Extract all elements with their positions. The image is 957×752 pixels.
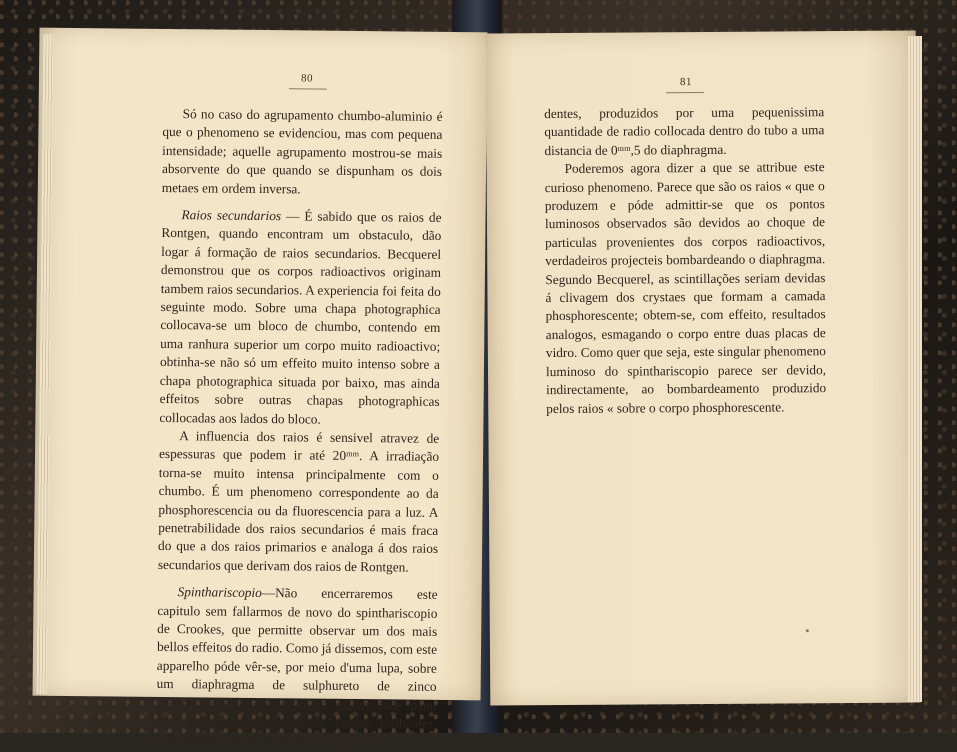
paragraph [156, 583, 438, 752]
paper-speck [806, 629, 809, 632]
page-number-rule-right [666, 92, 704, 93]
paragraph: Só no caso do agrupamento chumbo-aluminio é que o phenomeno se evidenciou, mas com pequena intensidade; aquelle agrupamento mostrou-se mais absorvente do que quando se dispunham os dois metaes em ordem inversa. [161, 106, 443, 197]
paragraph: dentes, produzidos por uma pequenissima quantidade de radio collocada dentro do tubo a uma distancia de 0ᵐᵐ,5 do diaphragma. [544, 104, 825, 158]
heading-dash: — [281, 208, 305, 224]
right-page-text [544, 103, 826, 418]
left-page [33, 28, 488, 749]
section-heading: Raios secundarios [181, 207, 282, 224]
page-number-rule-left [289, 88, 327, 89]
left-page-text [156, 105, 443, 752]
paragraph-body: —Não encerraremos este capitulo sem fallarmos de novo do spinthariscopio de Crookes, que permitte observar um dos mais bellos effeitos do radio. Como já dissemos, com este apparelho póde vêr-se, por meio d'uma lupa, sobre um diaphragma de sulphureto de zinco phosphorescente collocado na extremidade d'um tubo fechado, uma série de pontos brilhantes, semelhantes a uma chuva de estrellas ca- [155, 585, 438, 749]
section-heading: Spinthariscopio [177, 584, 262, 601]
paragraph: A influencia dos raios é sensivel atravez de espessuras que podem ir até 20ᵐᵐ. A irradiação torna-se muito intensa principalmente com o chumbo. É um phenomeno correspondente ao da phosphorescencia ou da fluorescencia para a luz. A penetrabilidade dos raios secundarios é mais fraca do que a dos raios primarios e analoga á dos raios secundarios que derivam dos raios de Rontgen. [157, 428, 440, 575]
page-number-left: 80 [300, 72, 314, 85]
page-edges-right [908, 36, 922, 702]
right-page [486, 31, 921, 706]
paragraph-body: É sabido que os raios de Rontgen, quando encontram um obstaculo, dão logar á formação de raios secundarios. Becquerel demonstrou que os corpos radioactivos originam tambem raios secundarios. A experiencia foi feita do seguinte modo. Sobre uma chapa photographica collocava-se um bloco de chumbo, contendo em uma ranhura superior um corpo muito radioactivo; obtinha-se não só um effeito muito intenso sobre a chapa photographica situada por baixo, mas ainda effeitos sobre outras chapas photographicas collocadas aos lados do bloco. [159, 208, 442, 427]
paragraph [159, 206, 441, 430]
page-number-right: 81 [679, 76, 693, 89]
paragraph: Poderemos agora dizer a que se attribue este curioso phenomeno. Parece que são os raios « que o produzem e póde admittir-se que os pontos luminosos observados são devidos ao choque de particulas provenientes dos corpos radioactivos, verdadeiros projecteis bombardeando o diaphragma. Segundo Becquerel, as scintillações seriam devidas á clivagem dos crystaes que formam a camada phosphorescente; obtem-se, com effeito, resultados analogos, esmagando o corpo entre duas placas de vidro. Como quer que seja, este singular phenomeno luminoso do spinthariscopio parece ser devido, indirectamente, ao bombardeamento produzido pelos raios « sobre o corpo phosphorescente. [544, 159, 827, 416]
